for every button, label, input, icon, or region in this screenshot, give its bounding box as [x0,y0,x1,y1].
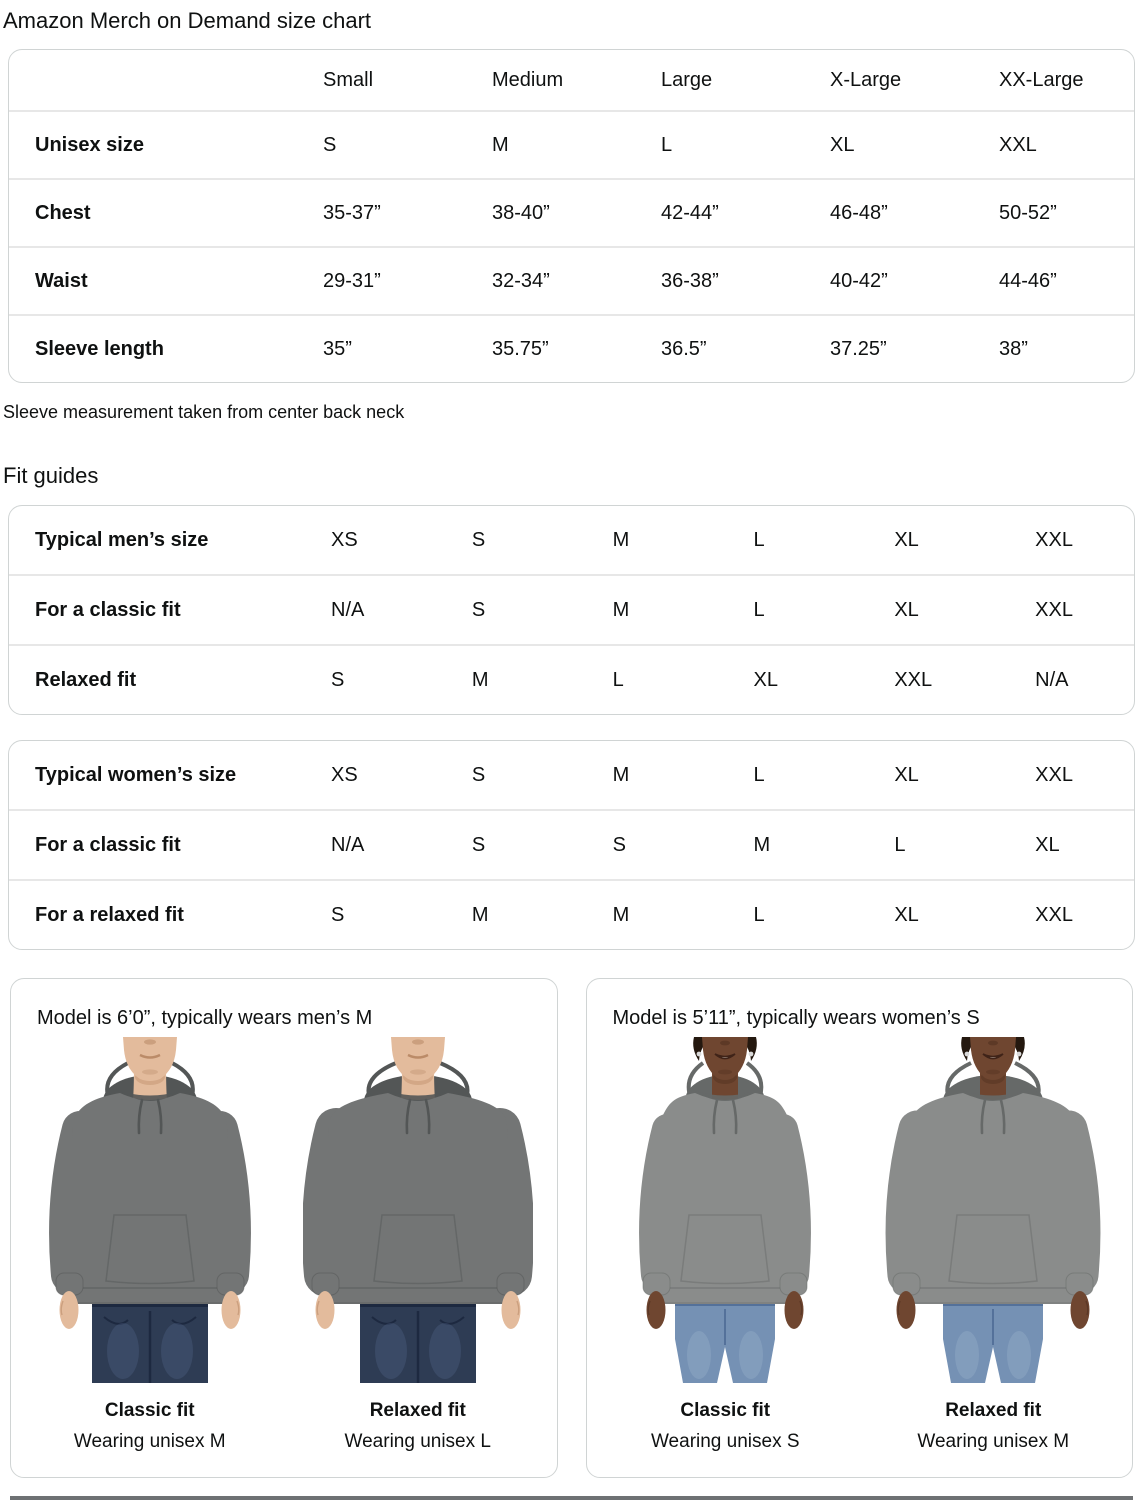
column-header: X-Large [830,69,902,91]
size-value: M [612,764,630,786]
row-label: For a relaxed fit [35,904,184,926]
table-row [9,879,1134,949]
fit-label: Relaxed fit [945,1400,1042,1421]
size-value: 38” [999,338,1028,360]
size-chart-header-row [9,50,1134,110]
photo-caption [302,1399,534,1453]
size-value: 35” [323,338,352,360]
size-chart-table [8,49,1135,383]
row-label: For a classic fit [35,599,181,621]
fit-label: Relaxed fit [369,1400,466,1421]
model-photo-svg [878,1037,1108,1383]
size-value: 36-38” [661,270,719,292]
size-value: XL [894,904,919,926]
row-label: Waist [35,270,88,292]
size-value: 46-48” [830,202,888,224]
row-label: Unisex size [35,134,144,156]
size-value: L [661,134,673,156]
model-jeans [943,1299,1043,1383]
model-photo [35,1037,265,1383]
model-photo-svg [303,1037,533,1383]
row-label: Relaxed fit [35,669,137,691]
size-value: 35.75” [492,338,549,360]
size-value: M [492,134,509,156]
hoodie-hem [73,1287,227,1304]
table-row [9,644,1134,714]
model-photo-svg [35,1037,265,1383]
size-value: 37.25” [830,338,887,360]
table-row [9,110,1134,178]
size-value: N/A [1035,669,1069,691]
model-figures [21,1037,547,1453]
model-photo-figure [34,1037,266,1453]
model-jeans [360,1299,476,1383]
size-value: M [471,669,489,691]
size-value: S [612,834,626,856]
column-header: XX-Large [999,69,1084,91]
size-value: 35-37” [323,202,381,224]
row-label: Sleeve length [35,338,164,360]
row-label: For a classic fit [35,834,181,856]
size-value: XS [331,529,358,551]
row-label: Typical women’s size [35,764,237,786]
fit-guides-heading: Fit guides [3,463,99,488]
table-row [9,809,1134,879]
size-value: L [753,764,765,786]
size-value: XL [894,764,919,786]
size-value: XXL [999,134,1037,156]
size-value: S [471,764,486,786]
model-photo [303,1037,533,1383]
column-header: Small [323,69,374,91]
size-value: N/A [331,599,365,621]
size-value: XXL [894,669,933,691]
fit-label: Classic fit [680,1400,771,1421]
table-row [9,178,1134,246]
mens-fit-table [8,505,1135,715]
model-jeans [92,1299,208,1383]
size-value: 42-44” [661,202,719,224]
mens-model-card [10,978,558,1478]
size-value: XL [753,669,778,691]
size-value: 29-31” [323,270,381,292]
size-value: 36.5” [661,338,707,360]
table-row [9,314,1134,382]
size-value: S [471,529,486,551]
model-photo [610,1037,840,1383]
bottom-divider [10,1496,1133,1500]
size-value: XXL [1035,904,1073,926]
model-photo-figure [877,1037,1109,1453]
table-row [9,506,1134,574]
size-value: M [471,904,489,926]
size-value: XL [894,529,919,551]
size-value: L [753,599,765,621]
model-jeans [675,1299,775,1383]
size-value: L [894,834,906,856]
photo-caption [34,1399,266,1453]
size-value: S [471,834,486,856]
hoodie-hem [329,1287,507,1304]
column-header: Medium [492,69,564,91]
photo-caption [877,1399,1109,1453]
size-value: XXL [1035,764,1073,786]
model-photo-svg [610,1037,840,1383]
row-label: Typical men’s size [35,529,209,551]
size-value: XL [830,134,855,156]
wearing-label: Wearing unisex L [344,1431,491,1452]
model-card-title: Model is 6’0”, typically wears men’s M [37,1007,373,1029]
size-value: 40-42” [830,270,888,292]
hoodie-hem [910,1287,1076,1304]
page-title: Amazon Merch on Demand size chart [3,8,372,33]
size-value: M [612,599,630,621]
size-value: XXL [1035,529,1073,551]
size-value: L [753,904,765,926]
model-figures [597,1037,1123,1453]
fit-label: Classic fit [104,1400,195,1421]
kangaroo-pocket [949,1215,1037,1284]
size-value: M [753,834,771,856]
model-cards [10,978,1133,1478]
size-value: 44-46” [999,270,1057,292]
kangaroo-pocket [106,1215,194,1284]
size-value: XL [894,599,919,621]
model-photo [878,1037,1108,1383]
wearing-label: Wearing unisex M [73,1431,226,1452]
size-value: 38-40” [492,202,550,224]
size-value: S [323,134,337,156]
wearing-label: Wearing unisex M [917,1431,1070,1452]
wearing-label: Wearing unisex S [650,1431,800,1452]
hoodie-hem [660,1287,790,1304]
model-card-title: Model is 5’11”, typically wears women’s S [612,1007,980,1029]
sleeve-note: Sleeve measurement taken from center back neck [3,402,405,422]
row-label: Chest [35,202,91,224]
size-value: S [331,904,345,926]
womens-fit-table [8,740,1135,950]
table-row [9,246,1134,314]
size-value: M [612,529,630,551]
size-value: S [331,669,345,691]
size-value: 50-52” [999,202,1057,224]
photo-caption [609,1399,841,1453]
size-value: M [612,904,630,926]
size-value: L [612,669,624,691]
size-value: 32-34” [492,270,550,292]
size-value: XL [1035,834,1060,856]
size-value: XS [331,764,358,786]
size-value: N/A [331,834,365,856]
size-value: S [471,599,486,621]
size-value: XXL [1035,599,1073,621]
womens-model-card [586,978,1134,1478]
size-value: L [753,529,765,551]
kangaroo-pocket [374,1215,462,1284]
table-row [9,741,1134,809]
column-header: Large [661,69,713,91]
model-photo-figure [609,1037,841,1453]
model-photo-figure [302,1037,534,1453]
table-row [9,574,1134,644]
kangaroo-pocket [681,1215,769,1284]
